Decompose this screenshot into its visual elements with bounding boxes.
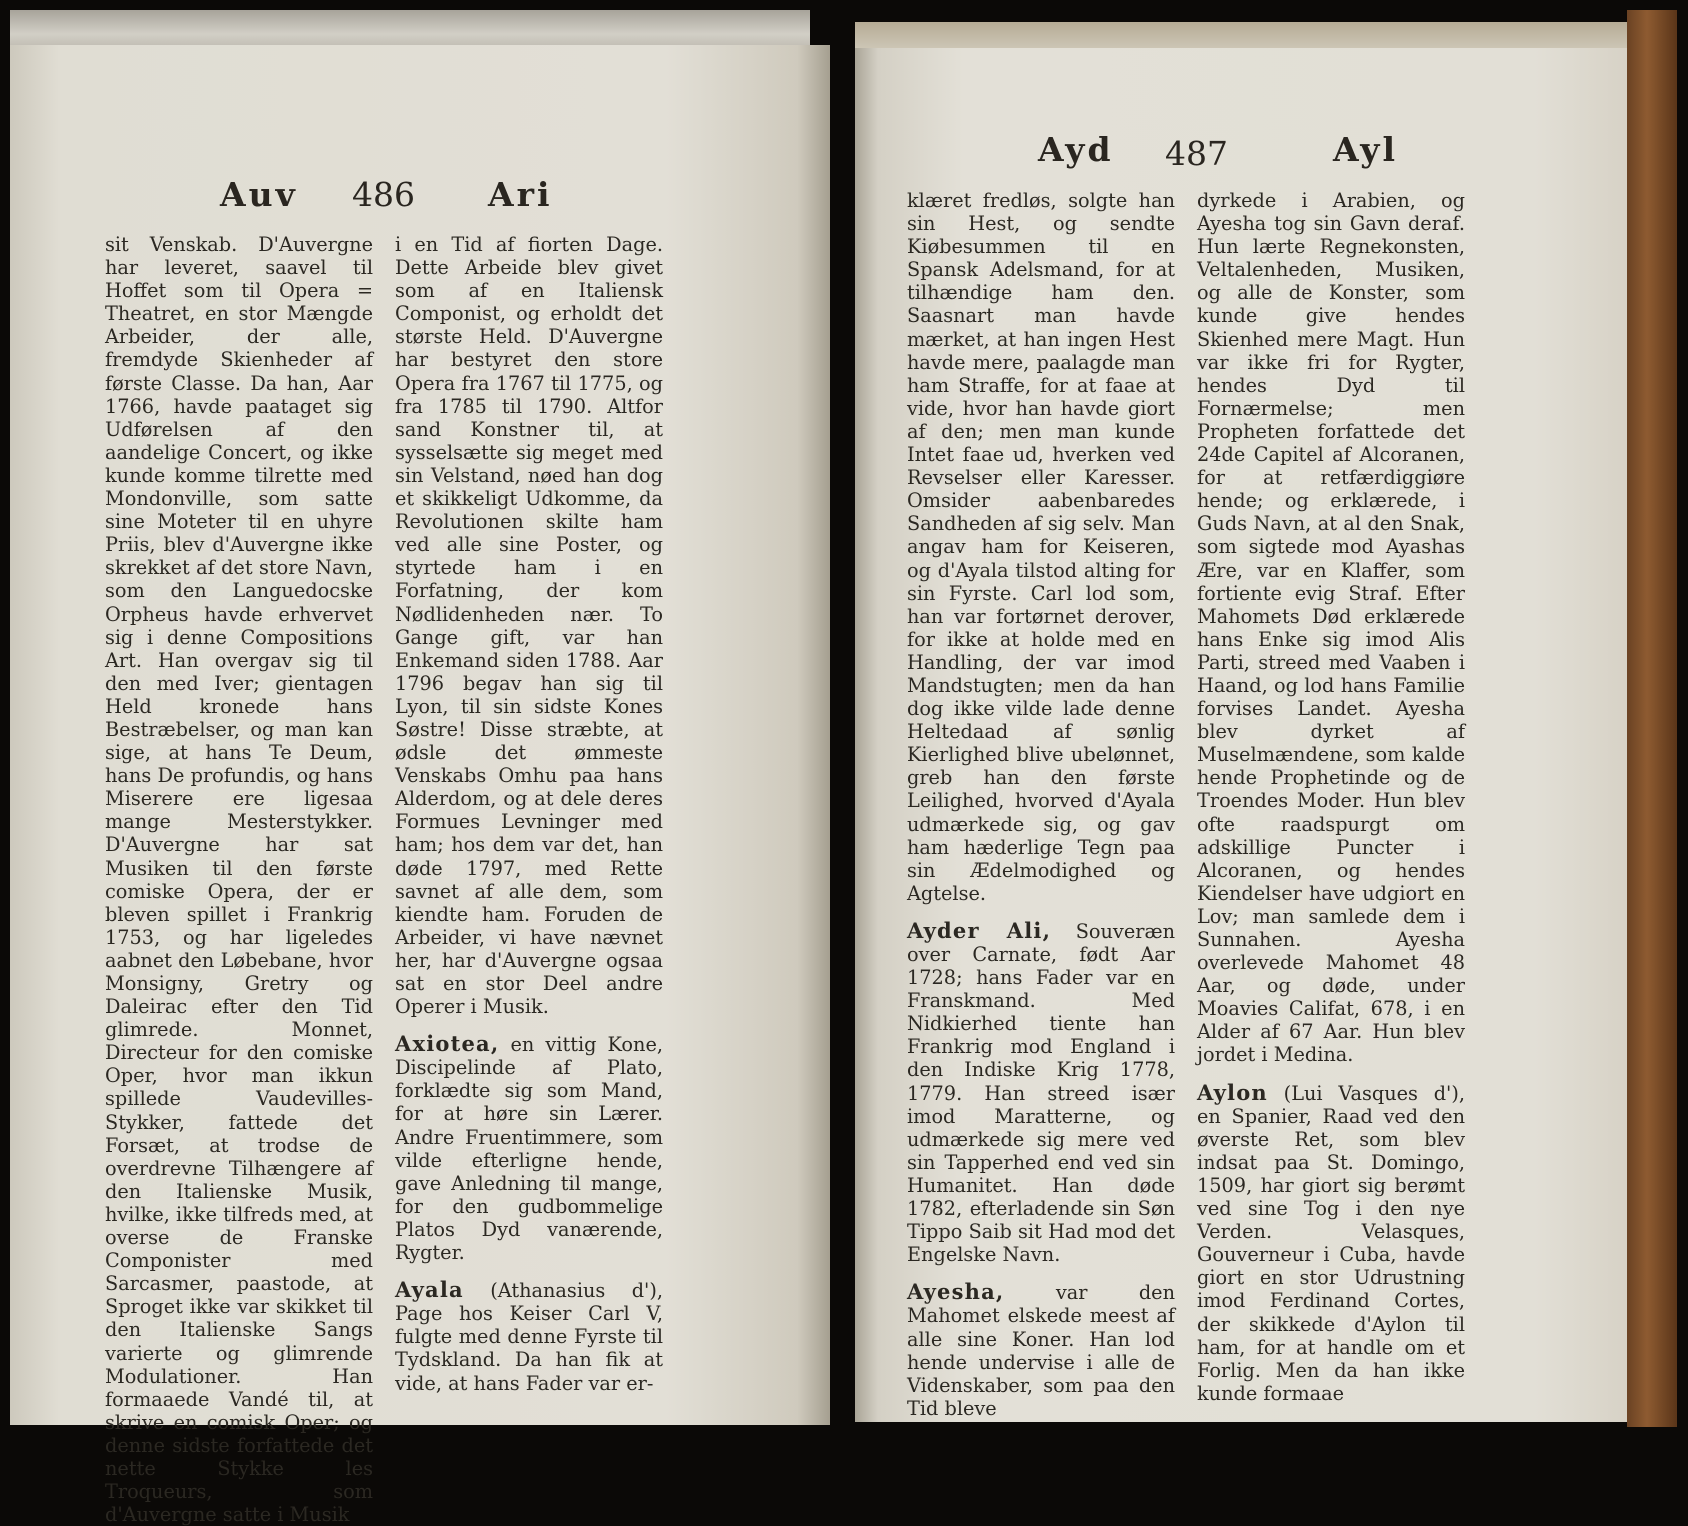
paragraph [1197,189,1465,1067]
right-page [855,22,1627,1422]
left-column-2 [395,233,663,1395]
right-column-1 [907,189,1175,1420]
entry-axiotea [395,1032,663,1264]
left-head-right-word: Ari [488,175,553,214]
entry-headword: Aylon [1197,1079,1268,1105]
entry-ayder-ali [907,919,1175,1266]
entry-text: (Athanasius d'), Page hos Keiser Carl V, fulgte med denne Fyrste til Tydskland. Da han fik at vide, at hans Fader var er- [395,1279,663,1395]
entry-ayala [395,1278,663,1394]
paragraph [395,233,663,1018]
entry-text: var den Mahomet elskede meest af alle sine Koner. Han lod hende undervise i alle de Videnskaber, som paa den Tid bleve [907,1281,1175,1420]
entry-text: en vittig Kone, Discipelinde af Plato, forklædte sig som Mand, for at høre sin Lærer. Andre Fruentimmere, som vilde efterligne hende, gave Anledning til mange, for den gudbommelige Platos Dyd vanærende, Rygter. [395,1033,663,1265]
left-page-number: 486 [352,175,415,214]
left-column-1 [105,233,373,1526]
book-cover-edge [1627,10,1677,1427]
entry-ayesha [907,1280,1175,1420]
right-head-right-word: Ayl [1333,130,1398,169]
entry-headword: Ayder Ali, [907,917,1052,943]
right-column-2 [1197,189,1465,1405]
entry-text: klæret fredløs, solgte han sin Hest, og sendte Kiøbesummen til en Spansk Adelsmand, for at tilhændige ham den. Saasnart man havde mærket, at han ingen Hest havde mere, paalagde man ham Straffe, for at faae at vide, hvor han havde giort af den; men man kunde Intet faae ud, hverken ved Revselser eller Karesser. Omsider aabenbaredes Sandheden af sig selv. Man angav ham for Keiseren, og d'Ayala tilstod alting for sin Fyrste. Carl lod som, han var fortørnet derover, for ikke at holde med en Handling, der var imod Mandstugten; men da han dog ikke vilde lade denne Heltedaad af sønlig Kierlighed blive ubelønnet, greb han den første Leilighed, hvorved d'Ayala udmærkede sig, og gav ham hæderlige Tegn paa sin Ædelmodighed og Agtelse. [907,189,1175,905]
entry-text: i en Tid af fiorten Dage. Dette Arbeide blev givet som af en Italiensk Componist, og erholdt det største Held. D'Auvergne har bestyret den store Opera fra 1767 til 1775, og fra 1785 til 1790. Altfor sand Konstner til, at sysselsætte sig meget med sin Velstand, nøed han dog et skikkeligt Udkomme, da Revolutionen skilte ham ved alle sine Poster, og styrtede ham i en Forfatning, der kom Nødlidenheden nær. To Gange gift, var han Enkemand siden 1788. Aar 1796 begav han sig til Lyon, til sin sidste Kones Søstre! Disse stræbte, at ødsle det ømmeste Venskabs Omhu paa hans Alderdom, og at dele deres Formues Levninger med ham; hos dem var det, han døde 1797, med Rette savnet af alle dem, som kiendte ham. Foruden de Arbeider, vi have nævnet her, har d'Auvergne ogsaa sat en stor Deel andre Operer i Musik. [395,233,663,1019]
left-page [10,45,830,1526]
paragraph: sit Venskab. D'Auvergne har leveret, saavel til Hoffet som til Opera = Theatret, en stor Mængde Arbeider, der alle, fremdyde Skienheder af første Classe. Da han, Aar 1766, havde paataget sig Udførelsen af den aandelige Concert, og ikke kunde komme tilrette med Mondonville, som satte sine Moteter til en uhyre Priis, blev d'Auvergne ikke skrekket af det store Navn, som den Languedocske Orpheus havde erhvervet sig i denne Compositions Art. Han overgav sig til den med Iver; gientagen Held kronede hans Bestræbelser, og man kan sige, at hans Te Deum, hans De profundis, og hans Miserere ere ligesaa mange Mesterstykker. D'Auvergne har sat Musiken til den første comiske Opera, der er bleven spillet i Frankrig 1753, og har ligeledes aabnet den Løbebane, hvor Monsigny, Gretry og Daleirac efter den Tid glimrede. Monnet, Directeur for den comiske Oper, hvor man ikkun spillede Vaudevilles-Stykker, fattede det Forsæt, at trodse de overdrevne Tilhængere af den Italienske Musik, hvilke, ikke tilfreds med, at overse de Franske Componister med Sarcasmer, paastode, at Sproget ikke var skikket til den Italienske Sangs varierte og glimrende Modulationer. Han formaaede Vandé til, at skrive en comisk Oper; og denne sidste forfattede det nette Stykke les Troqueurs, som d'Auvergne satte i Musik [105,233,373,1526]
entry-text: dyrkede i Arabien, og Ayesha tog sin Gavn deraf. Hun lærte Regnekonsten, Veltalenheden, Musiken, og alle de Konster, som kunde give hendes Skienhed mere Magt. Hun var ikke fri for Rygter, hendes Dyd til Fornærmelse; men Propheten forfattede det 24de Capitel af Alcoranen, for at retfærdiggiøre hende; og erklærede, i Guds Navn, at al den Snak, som sigtede mod Ayashas Ære, var en Klaffer, som fortiente evig Straf. Efter Mahomets Død erklærede hans Enke sig imod Alis Parti, streed med Vaaben i Haand, og lod hans Familie forvises Landet. Ayesha blev dyrket af Muselmændene, som kalde hende Prophetinde og de Troendes Moder. Hun blev ofte raadspurgt om adskillige Puncter i Alcoranen, og hendes Kiendelser have udgiort en Lov; man samlede dem i Sunnahen. Ayesha overlevede Mahomet 48 Aar, og døde, under Moavies Califat, 678, i en Alder af 67 Aar. Hun blev jordet i Medina. [1197,189,1465,1067]
right-page-number: 487 [1165,134,1228,173]
left-running-head [10,175,830,225]
entry-text: (Lui Vasques d'), en Spanier, Raad ved den øverste Ret, som blev indsat paa St. Domingo, 1509, har giort sig berømt ved sine Tog i den nye Verden. Velasques, Gouverneur i Cuba, havde giort en stor Udrustning imod Ferdinand Cortes, der skikkede d'Aylon til ham, for at handle om et Forlig. Men da han ikke kunde formaae [1197,1081,1465,1405]
entry-aylon [1197,1081,1465,1405]
left-head-left-word: Auv [220,175,298,214]
entry-headword: Axiotea, [395,1031,500,1057]
entry-headword: Ayala [395,1277,464,1303]
page-block-edge [10,10,810,50]
entry-text: Souveræn over Carnate, født Aar 1728; hans Fader var en Franskmand. Med Nidkierhed tiente han Frankrig mod England i den Indiske Krig 1778, 1779. Han streed især imod Maratterne, og udmærkede sig mere ved sin Tapperhed end ved sin Humanitet. Han døde 1782, efterladende sin Søn Tippo Saib sit Had mod det Engelske Navn. [907,919,1175,1267]
gutter [830,0,855,1435]
right-running-head [855,130,1627,180]
entry-headword: Ayesha, [907,1279,1005,1305]
paragraph [907,189,1175,905]
right-head-left-word: Ayd [1038,130,1114,169]
